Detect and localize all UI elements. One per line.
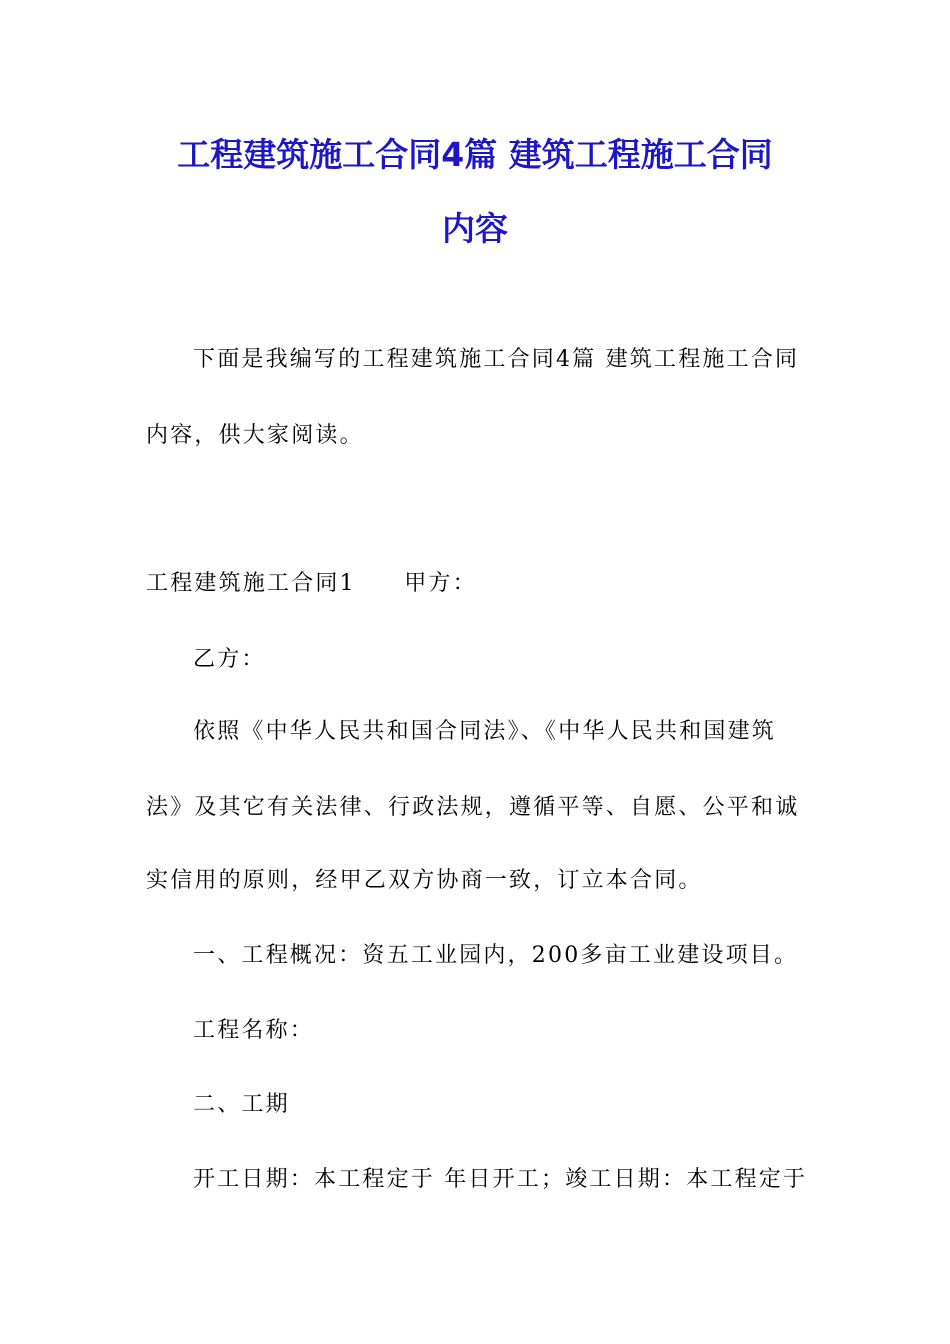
project-name-line: 工程名称： — [193, 1018, 315, 1043]
section-2-heading: 二、工期 — [193, 1092, 290, 1117]
intro-paragraph-line-1: 下面是我编写的工程建筑施工合同4篇 建筑工程施工合同 — [193, 347, 800, 372]
basis-paragraph-line-2: 法》及其它有关法律、行政法规，遵循平等、自愿、公平和诚 — [146, 795, 800, 820]
party-b-line: 乙方： — [193, 647, 266, 672]
contract-heading: 工程建筑施工合同1 甲方： — [146, 571, 477, 596]
basis-paragraph-line-1: 依照《中华人民共和国合同法》、《中华人民共和国建筑 — [193, 719, 777, 744]
intro-paragraph-line-2: 内容，供大家阅读。 — [146, 423, 364, 448]
section-1-overview: 一、工程概况：资五工业园内，200多亩工业建设项目。 — [193, 943, 799, 968]
document-title-line-1: 工程建筑施工合同4篇 建筑工程施工合同 — [177, 135, 773, 174]
basis-paragraph-line-3: 实信用的原则，经甲乙双方协商一致，订立本合同。 — [146, 868, 703, 893]
document-title-line-2: 内容 — [442, 209, 508, 248]
schedule-line: 开工日期：本工程定于 年日开工；竣工日期：本工程定于 — [193, 1167, 808, 1192]
